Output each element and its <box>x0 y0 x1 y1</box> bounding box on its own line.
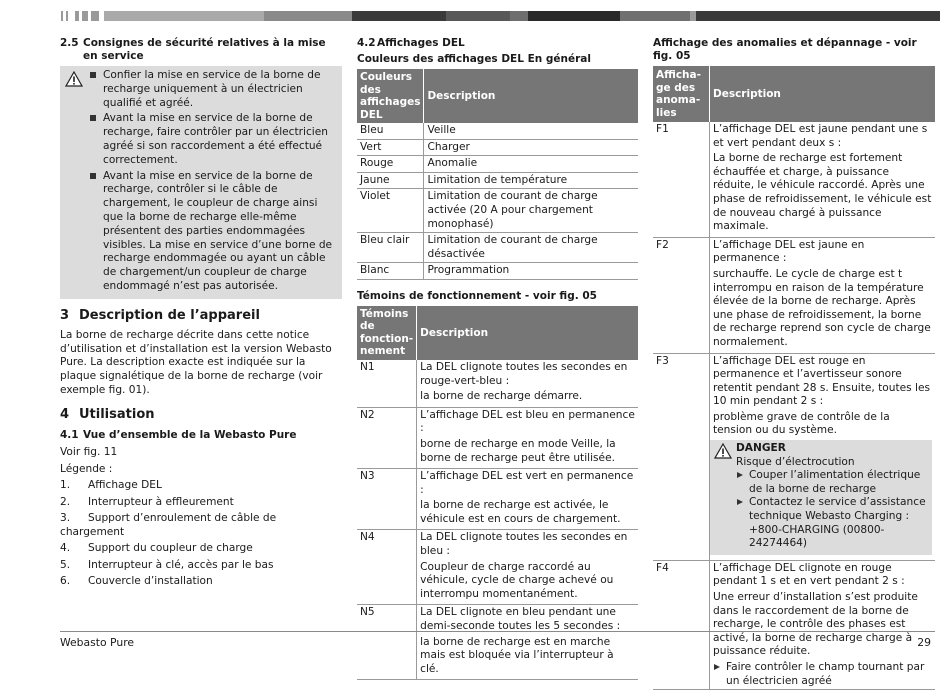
column-middle <box>357 37 638 680</box>
list-item: 2. Interrupteur à effleurement <box>60 495 234 508</box>
section-2-5-heading: 2.5 Consignes de sécurité relatives à la mise en service <box>60 37 326 62</box>
warning-triangle-icon <box>714 443 732 459</box>
table-row: F2 L’affichage DEL est jaune en permanence : surchauffe. Le cycle de charge est t interrompu en raison de la température élevée de la borne de recharge. Après une phase de refroidissement, la borne de recharge reprend son cycle de charge normalement. <box>653 237 935 353</box>
faults-table <box>653 66 935 690</box>
list-item: 4. Support du coupleur de charge <box>60 542 253 555</box>
legend-list <box>60 479 342 589</box>
list-item: 1. Affichage DEL <box>60 479 162 492</box>
table-row: N5 La DEL clignote en bleu pendant une demi-seconde toutes les 5 secondes : la borne de recharge est en marche mais est bloquée via l’interrupteur à clé. <box>357 605 638 680</box>
section-4-1-heading: 4.1 Vue d’ensemble de la Webasto Pure <box>60 428 297 441</box>
legend-label: Légende : <box>60 462 113 475</box>
safety-warning-box <box>60 66 342 299</box>
list-item: 3. Support d’enroulement de câble de chargement <box>60 512 277 538</box>
list-item: 5. Interrupteur à clé, accès par le bas <box>60 558 274 571</box>
table-row: Violet Limitation de courant de charge activée (20 A pour chargement monophasé) <box>357 189 638 233</box>
table-row: N3 L’affichage DEL est vert en permanence : la borne de recharge est activée, le véhicule est en cours de chargement. <box>357 469 638 530</box>
table-header-row: Témoins de fonctionnement Description <box>357 306 638 360</box>
warning-item: Confier la mise en service de la borne de recharge uniquement à un électricien qualifié et agréé. <box>64 69 339 110</box>
column-left <box>60 37 342 591</box>
arrow-right-icon <box>737 499 743 505</box>
list-item: 6. Couvercle d’installation <box>60 575 213 588</box>
danger-title: DANGER <box>736 442 786 455</box>
fault-action: Faire contrôler le champ tournant par un électricien agréé <box>713 661 932 688</box>
led-colors-table <box>357 69 638 280</box>
table-row: Rouge Anomalie <box>357 156 638 173</box>
table-row: Bleu Veille <box>357 123 638 139</box>
page-footer <box>60 631 935 649</box>
table-row: N4 La DEL clignote toutes les secondes en bleu : Coupleur de charge raccordé au véhicule, cycle de charge achevé ou interrompu momentanément. <box>357 530 638 605</box>
faults-heading: Affichage des anomalies et dépannage - voir fig. 05 <box>653 37 917 62</box>
section-3-text: La borne de recharge décrite dans cette notice d’utilisation et d’installation est la version Webasto Pure. La description exacte est indiquée sur la plaque signalétique de la borne de recharge (voir exemple fig. 01). <box>60 328 332 396</box>
header-color-bar <box>0 11 950 23</box>
table-row: F1 L’affichage DEL est jaune pendant une s et vert pendant deux s : La borne de recharge est fortement échauffée et charge, à puissance réduite, le véhicule raccordé. Après une phase de refroidissement, le véhicule est de nouveau chargé à puissance maximale. <box>653 122 935 237</box>
table-row: N1 La DEL clignote toutes les secondes en rouge-vert-bleu : la borne de recharge démarre. <box>357 360 638 407</box>
table-row: Vert Charger <box>357 139 638 156</box>
column-right <box>653 37 935 690</box>
section-4-heading: 4 Utilisation <box>60 406 155 422</box>
footer-product-name: Webasto Pure <box>60 636 135 649</box>
table-row: Jaune Limitation de température <box>357 172 638 189</box>
warning-item: Avant la mise en service de la borne de recharge, faire contrôler par un électricien agréé si son raccordement a été effectué correctement. <box>64 112 339 167</box>
table-row: N2 L’affichage DEL est bleu en permanence : borne de recharge en mode Veille, la borne de recharge peut être utilisée. <box>357 407 638 468</box>
table-header-row: Affichage des anomalies Description <box>653 66 935 122</box>
table-row: Blanc Programmation <box>357 263 638 280</box>
section-4-2-heading: 4.2 Affichages DEL <box>357 37 465 49</box>
status-indicators-subtitle: Témoins de fonctionnement - voir fig. 05 <box>357 289 597 302</box>
table-header-row: Couleurs des affichages DEL Description <box>357 69 638 123</box>
danger-box <box>710 440 932 555</box>
danger-action: Couper l’alimentation électrique de la borne de recharge <box>736 469 928 496</box>
danger-subtitle: Risque d’électrocution <box>736 455 855 468</box>
section-3-heading: 3 Description de l’appareil <box>60 307 260 323</box>
table-row: Bleu clair Limitation de courant de charge désactivée <box>357 233 638 263</box>
status-indicators-table <box>357 306 638 680</box>
arrow-right-icon <box>714 664 720 670</box>
warning-item: Avant la mise en service de la borne de recharge, contrôler si le câble de chargement, le coupleur de charge ainsi que la borne de recharge elle-même présentent des parties endommagées visibles. La mise en service d’une borne de recharge endommagée ou ayant un câble de chargement/un coupleur de charge endommagé n’est pas autorisée. <box>64 170 339 294</box>
page-number: 29 <box>917 636 931 649</box>
table-row: F4 L’affichage DEL clignote en rouge pendant 1 s et en vert pendant 2 s : Une erreur d’installation s’est produite dans le raccordement de la borne de recharge, le contrôle des phases est activé, la borne de recharge charge à puissance réduite. Faire contrôler le champ tournant par un électricien agréé <box>653 560 935 689</box>
led-colors-subtitle: Couleurs des affichages DEL En général <box>357 53 591 65</box>
danger-action: Contactez le service d’assistance technique Webasto Charging : +800-CHARGING (00800-24274464) <box>736 496 928 550</box>
table-row: F3 L’affichage DEL est rouge en permanence et l’avertisseur sonore retentit pendant 28 s. Ensuite, toutes les 10 min pendant 2 s : problème grave de contrôle de la tension ou du système. DANGER Risque d’électrocution Couper l’alimentation électrique de la borne de recharge Contactez le service d’assistance technique Webasto Charging : +800-CHARGING (00800-24274464) <box>653 353 935 560</box>
figure-reference: Voir fig. 11 <box>60 445 118 458</box>
arrow-right-icon <box>737 472 743 478</box>
